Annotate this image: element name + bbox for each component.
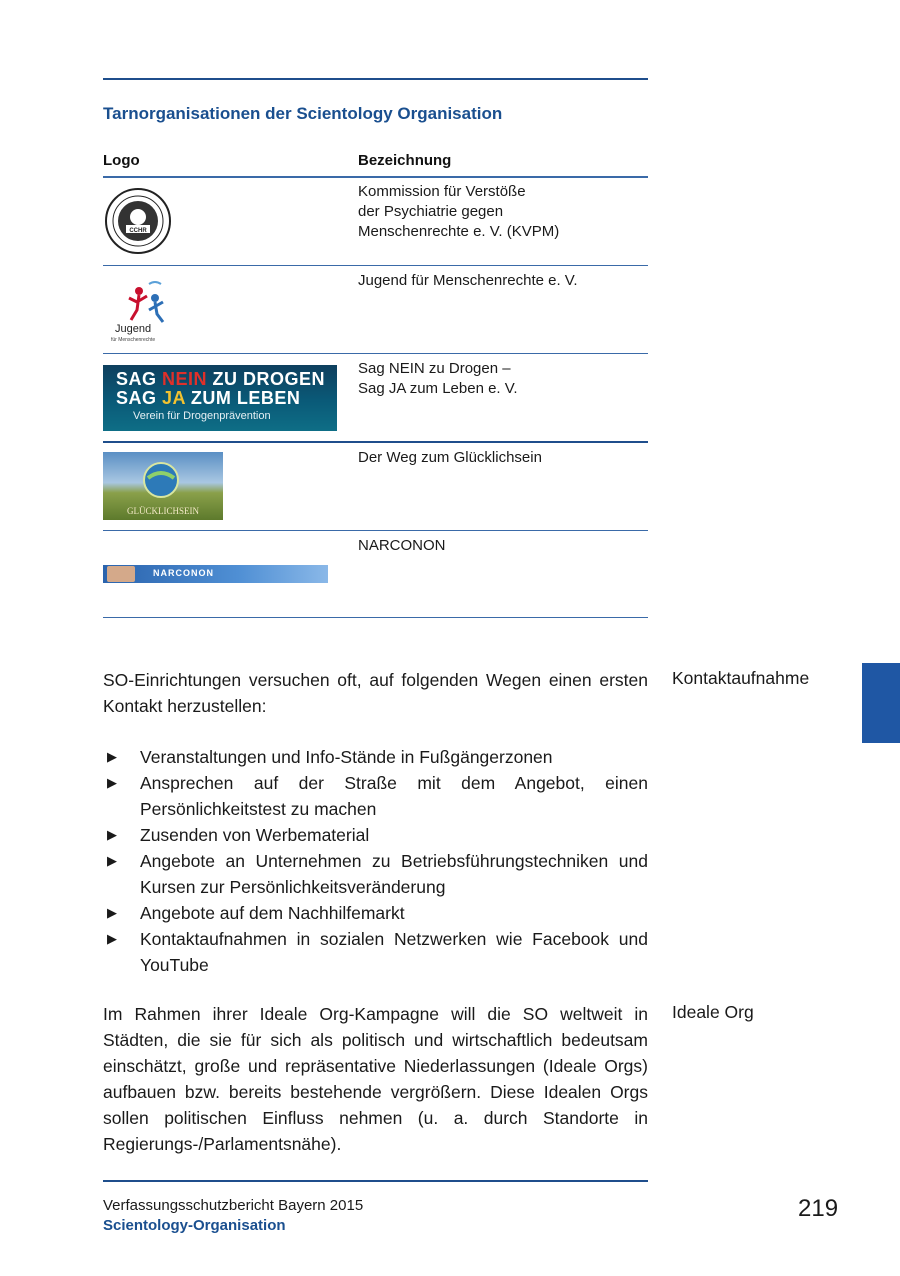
contact-bullet-list [103,744,648,978]
bullet-arrow-icon: ▶ [107,931,117,946]
sag-nein-logo [103,365,337,431]
list-item: ▶ Zusenden von Werbematerial [103,822,648,848]
sag-nein-logo-line2-b: JA [162,388,186,408]
sag-nein-logo-line2-c: ZUM LEBEN [185,388,301,408]
header-rule [103,176,648,178]
kvpm-logo-text: CCHR [129,228,147,234]
sag-nein-logo-line3: Verein für Drogenprävention [133,410,271,422]
sag-nein-logo-line1-c: ZU DROGEN [207,369,326,389]
margin-note-kontaktaufnahme: Kontaktaufnahme [672,668,810,688]
page-number: 219 [798,1195,839,1222]
sag-nein-logo-line1-b: NEIN [162,369,208,389]
chapter-tab [862,663,900,743]
sag-nein-logo-line2-a: SAG [116,388,163,408]
bullet-arrow-icon: ▶ [107,775,117,790]
narconon-logo [103,565,328,583]
row-name-kvpm: Kommission für Verstöße der Psychiatrie gegen Menschenrechte e. V. (KVPM) [358,183,560,240]
weg-logo-text: GLÜCKLICHSEIN [127,506,199,516]
margin-note-ideale-org: Ideale Org [672,1002,754,1022]
row-name-narconon: NARCONON [358,537,446,554]
row-name-sag-nein: Sag NEIN zu Drogen – Sag JA zum Leben e. V. [358,360,518,397]
row-name-jugend: Jugend für Menschenrechte e. V. [358,272,578,289]
row-rule [103,530,648,531]
row-rule [103,441,648,443]
bullet-arrow-icon: ▶ [107,905,117,920]
table-title: Tarnorganisationen der Scientology Organisation [103,104,503,123]
sag-nein-logo-line1-a: SAG [116,369,163,389]
row-rule [103,353,648,354]
list-item: ▶ Angebote an Unternehmen zu Betriebsführungstechniken und Kursen zur Persönlichkeitsveränderung [103,848,648,900]
footer-rule [103,1180,648,1182]
bullet-arrow-icon: ▶ [107,749,117,764]
jugend-logo [103,278,181,344]
contact-intro: SO-Einrichtungen versuchen oft, auf folgenden Wegen einen ersten Kontakt herzustellen: [103,670,648,716]
column-header-logo: Logo [103,152,140,169]
footer-report-title: Verfassungsschutzbericht Bayern 2015 [103,1197,364,1214]
row-name-weg-gluecklichsein: Der Weg zum Glücklichsein [358,449,542,466]
list-item: ▶ Angebote auf dem Nachhilfemarkt [103,900,648,926]
footer-section-title: Scientology-Organisation [103,1217,286,1234]
narconon-logo-text: NARCONON [153,568,214,578]
column-header-name: Bezeichnung [358,152,452,169]
weg-gluecklichsein-logo [103,452,223,520]
ideale-org-paragraph: Im Rahmen ihrer Ideale Org-Kampagne will die SO weltweit in Städten, die sie für sich als politisch und wirtschaftlich bedeutsam einschätzt, große und repräsentative Niederlassungen (Ideale Orgs) aufbauen bzw. bereits bestehende vergrößern. Diese Idealen Orgs sollen politischen Einfluss nehmen (u. a. durch Standorte in Regierungs-/Parlamentsnähe). [103,1004,648,1154]
bullet-arrow-icon: ▶ [107,827,117,842]
table-bottom-rule [103,617,648,618]
list-item: ▶ Ansprechen auf der Straße mit dem Angebot, einen Persönlichkeitstest zu machen [103,770,648,822]
list-item: ▶ Kontaktaufnahmen in sozialen Netzwerken wie Facebook und YouTube [103,926,648,978]
jugend-logo-subtext: für Menschenrechte [111,337,156,343]
top-rule [103,78,648,80]
bullet-arrow-icon: ▶ [107,853,117,868]
row-rule [103,265,648,266]
kvpm-logo [104,187,172,255]
jugend-logo-text: Jugend [115,323,152,335]
list-item: ▶ Veranstaltungen und Info-Stände in Fußgängerzonen [103,744,648,770]
